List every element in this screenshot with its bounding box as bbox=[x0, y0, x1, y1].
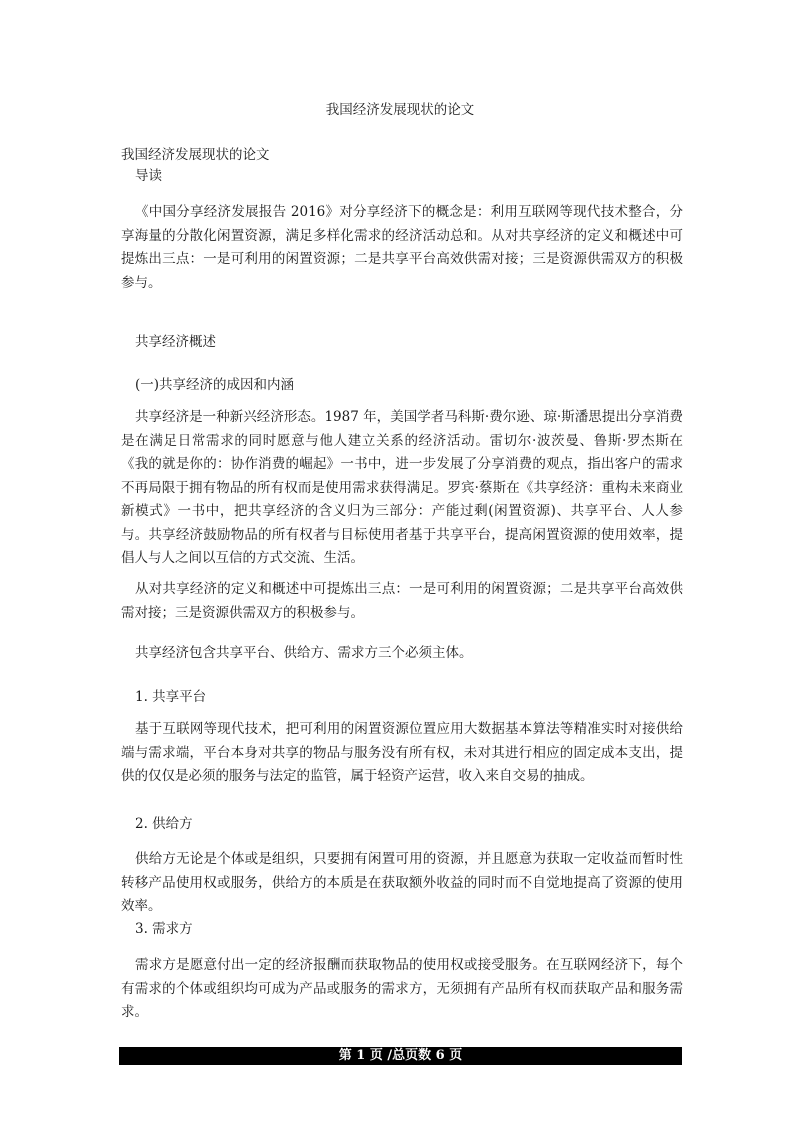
section-heading-platform: 1. 共享平台 bbox=[135, 689, 207, 705]
document-subtitle: 我国经济发展现状的论文 bbox=[121, 147, 270, 163]
paragraph-three-points: 从对共享经济的定义和概述中可提炼出三点：一是可利用的闲置资源；二是共享平台高效供需对接；三是资源供需双方的积极参与。 bbox=[121, 581, 683, 621]
paragraph-definition: 共享经济是一种新兴经济形态。1987 年，美国学者马科斯·费尔逊、琼·斯潘思提出分享消费是在满足日常需求的同时愿意与他人建立关系的经济活动。雷切尔·波茨曼、鲁斯·罗杰斯在《我的就是你的：协作消费的崛起》一书中，进一步发展了分享消费的观点，指出客户的需求不再局限于拥有物品的所有权而是使用需求获得满足。罗宾·蔡斯在《共享经济：重构未来商业新模式》一书中，把共享经济的含义归为三部分：产能过剩(闲置资源)、共享平台、人人参与。共享经济鼓励物品的所有权者与目标使用者基于共享平台，提高闲置资源的使用效率，提倡人与人之间以互信的方式交流、生活。 bbox=[121, 409, 683, 566]
section-heading-supply: 2. 供给方 bbox=[135, 816, 193, 832]
guide-label: 导读 bbox=[135, 168, 162, 184]
section-heading-overview: 共享经济概述 bbox=[135, 334, 216, 350]
intro-paragraph: 《中国分享经济发展报告 2016》对分享经济下的概念是：利用互联网等现代技术整合，分享海量的分散化闲置资源，满足多样化需求的经济活动总和。从对共享经济的定义和概述中可提炼出三点：一是可利用的闲置资源；二是共享平台高效供需对接；三是资源供需双方的积极参与。 bbox=[121, 204, 683, 291]
section-heading-origin: (一)共享经济的成因和内涵 bbox=[135, 377, 295, 393]
document-title: 我国经济发展现状的论文 bbox=[325, 102, 475, 118]
section-heading-demand: 3. 需求方 bbox=[135, 921, 193, 937]
page-footer: 第 1 页 /总页数 6 页 bbox=[119, 1047, 682, 1065]
paragraph-demand: 需求方是愿意付出一定的经济报酬而获取物品的使用权或接受服务。在互联网经济下，每个有需求的个体或组织均可成为产品或服务的需求方，无须拥有产品所有权而获取产品和服务需求。 bbox=[121, 957, 683, 1020]
paragraph-supply: 供给方无论是个体或是组织，只要拥有闲置可用的资源，并且愿意为获取一定收益而暂时性转移产品使用权或服务，供给方的本质是在获取额外收益的同时而不自觉地提高了资源的使用效率。 bbox=[121, 851, 683, 914]
paragraph-three-subjects: 共享经济包含共享平台、供给方、需求方三个必须主体。 bbox=[135, 645, 473, 661]
paragraph-platform: 基于互联网等现代技术，把可利用的闲置资源位置应用大数据基本算法等精准实时对接供给端与需求端，平台本身对共享的物品与服务没有所有权，未对其进行相应的固定成本支出，提供的仅仅是必须的服务与法定的监管，属于轻资产运营，收入来自交易的抽成。 bbox=[121, 721, 683, 784]
